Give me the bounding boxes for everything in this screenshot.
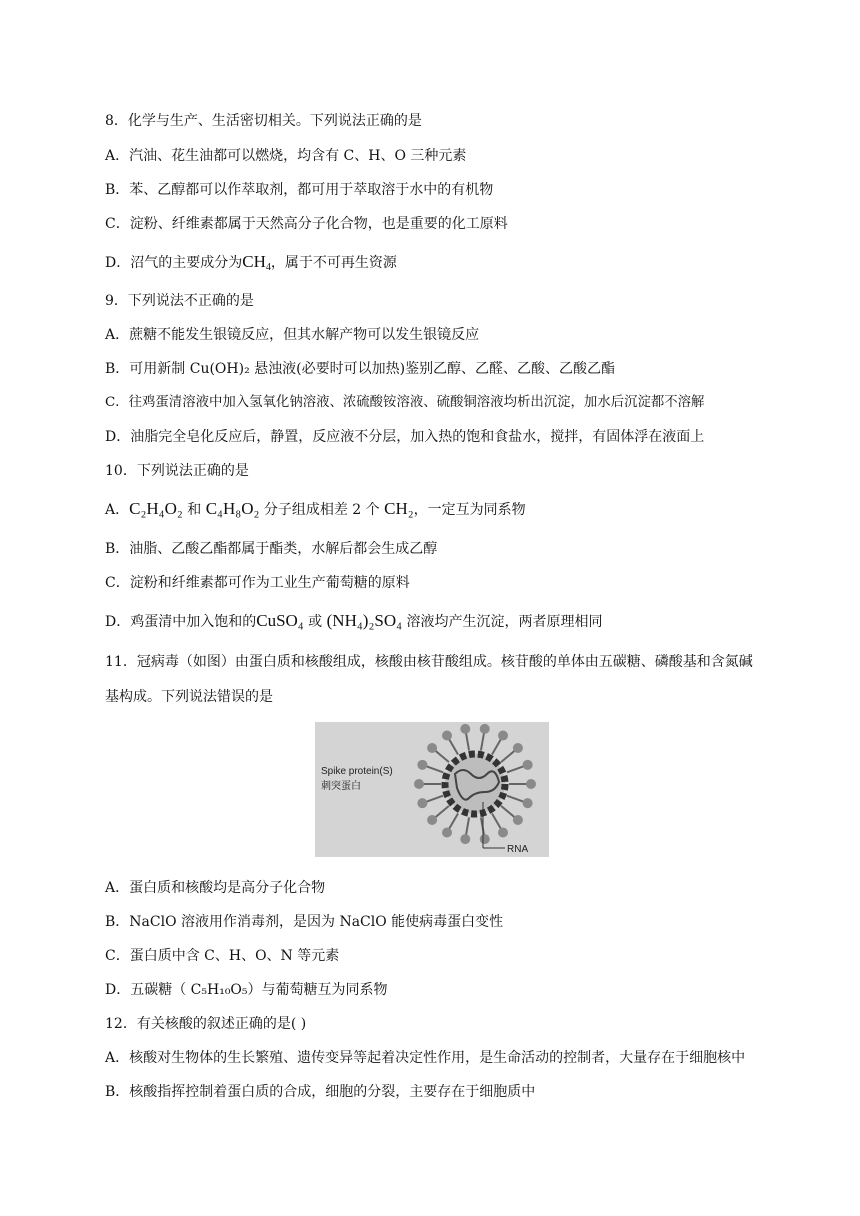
q10-option-a xyxy=(105,500,526,519)
q11-stem-line2: 基构成。下列说法错误的是 xyxy=(105,689,273,705)
q10-option-d-or: 或 xyxy=(303,614,327,630)
spike-head xyxy=(480,724,490,734)
q10-option-c: C．淀粉和纤维素都可作为工业生产葡萄糖的原料 xyxy=(105,575,410,591)
c4h8o2-formula: C₄H₈O₂ xyxy=(205,499,260,518)
q11-option-d: D．五碳糖（ C₅H₁₀O₅）与葡萄糖互为同系物 xyxy=(105,982,388,998)
q8-stem: 8．化学与生产、生活密切相关。下列说法正确的是 xyxy=(105,113,422,129)
spike-head xyxy=(498,731,508,741)
spike-head xyxy=(414,779,424,789)
q9-stem: 9．下列说法不正确的是 xyxy=(105,293,254,309)
ch2-formula: CH₂ xyxy=(384,499,414,518)
virus-envelope xyxy=(445,754,505,814)
spike-head xyxy=(513,743,523,753)
q8-option-c: C．淀粉、纤维素都属于天然高分子化合物，也是重要的化工原料 xyxy=(105,216,508,232)
spike-head xyxy=(523,798,533,808)
q12-option-b: B．核酸指挥控制着蛋白质的合成，细胞的分裂，主要存在于细胞质中 xyxy=(105,1084,536,1100)
ch4-formula xyxy=(242,252,271,271)
spike-head xyxy=(460,724,470,734)
q11-option-a: A．蛋白质和核酸均是高分子化合物 xyxy=(105,880,326,896)
q9-option-a: A．蔗糖不能发生银镜反应，但其水解产物可以发生银镜反应 xyxy=(105,327,480,343)
spike-protein-label: Spike protein(S) xyxy=(321,766,393,777)
q8-option-a: A．汽油、花生油都可以燃烧，均含有 C、H、O 三种元素 xyxy=(105,148,467,164)
coronavirus-illustration xyxy=(315,722,549,857)
spike-head xyxy=(417,760,427,770)
q10-option-a-tail: ，一定互为同系物 xyxy=(413,502,526,518)
q10-stem: 10．下列说法正确的是 xyxy=(105,463,249,479)
q8-option-d-text: D．沼气的主要成分为 xyxy=(105,255,243,271)
q9-option-d: D．油脂完全皂化反应后，静置，反应液不分层，加入热的饱和食盐水，搅拌，有固体浮在液面上 xyxy=(105,429,705,445)
q9-option-b: B．可用新制 Cu(OH)₂ 悬浊液(必要时可以加热)鉴别乙醇、乙醛、乙酸、乙酸乙酯 xyxy=(105,361,616,377)
q8-option-d xyxy=(105,253,397,277)
q10-option-d-tail: 溶液均产生沉淀，两者原理相同 xyxy=(402,614,603,630)
spike-head xyxy=(417,798,427,808)
cuso4-formula: CuSO₄ xyxy=(256,611,304,630)
q10-option-a-diff: 分子组成相差 2 个 xyxy=(259,502,385,518)
c2h4o2-formula: C₂H₄O₂ xyxy=(129,499,183,518)
q10-option-d-text: D．鸡蛋清中加入饱和的 xyxy=(105,614,257,630)
nh4-2so4-formula: (NH₄)₂SO₄ xyxy=(326,611,403,630)
spike-head xyxy=(526,779,536,789)
spike-head xyxy=(523,760,533,770)
spike-head xyxy=(513,815,523,825)
q11-stem-line1: 11．冠病毒（如图）由蛋白质和核酸组成，核酸由核苷酸组成。核苷酸的单体由五碳糖、磷酸基和含氮碱 xyxy=(105,654,753,670)
ch4-formula-main: CH xyxy=(242,252,266,271)
q10-option-b: B．油脂、乙酸乙酯都属于酯类，水解后都会生成乙醇 xyxy=(105,541,438,557)
spike-head xyxy=(427,743,437,753)
q12-option-a: A．核酸对生物体的生长繁殖、遗传变异等起着决定性作用，是生命活动的控制者，大量存在于细胞核中 xyxy=(105,1050,746,1066)
q12-stem: 12．有关核酸的叙述正确的是( ) xyxy=(105,1016,307,1032)
spike-head xyxy=(498,827,508,837)
q10-option-a-and: 和 xyxy=(182,502,206,518)
q9-option-c: C．往鸡蛋清溶液中加入氢氧化钠溶液、浓硫酸铵溶液、硫酸铜溶液均析出沉淀，加水后沉淀都不溶解 xyxy=(105,395,705,410)
spike-head xyxy=(480,834,490,844)
q8-option-b: B．苯、乙醇都可以作萃取剂，都可用于萃取溶于水中的有机物 xyxy=(105,182,494,198)
spike-head xyxy=(442,731,452,741)
coronavirus-figure xyxy=(315,722,549,857)
spike-protein-cn-label: 刺突蛋白 xyxy=(321,781,361,792)
q10-option-d xyxy=(105,612,602,631)
spike-head xyxy=(442,827,452,837)
q10-option-a-label: A． xyxy=(105,502,130,518)
ch4-formula-sub: 4 xyxy=(265,262,271,273)
q8-option-d-tail: ，属于不可再生资源 xyxy=(270,255,397,271)
rna-label: RNA xyxy=(507,844,529,855)
spike-head xyxy=(460,834,470,844)
q11-option-c: C．蛋白质中含 C、H、O、N 等元素 xyxy=(105,948,340,964)
q11-option-b: B．NaClO 溶液用作消毒剂，是因为 NaClO 能使病毒蛋白变性 xyxy=(105,914,504,930)
spike-head xyxy=(427,815,437,825)
